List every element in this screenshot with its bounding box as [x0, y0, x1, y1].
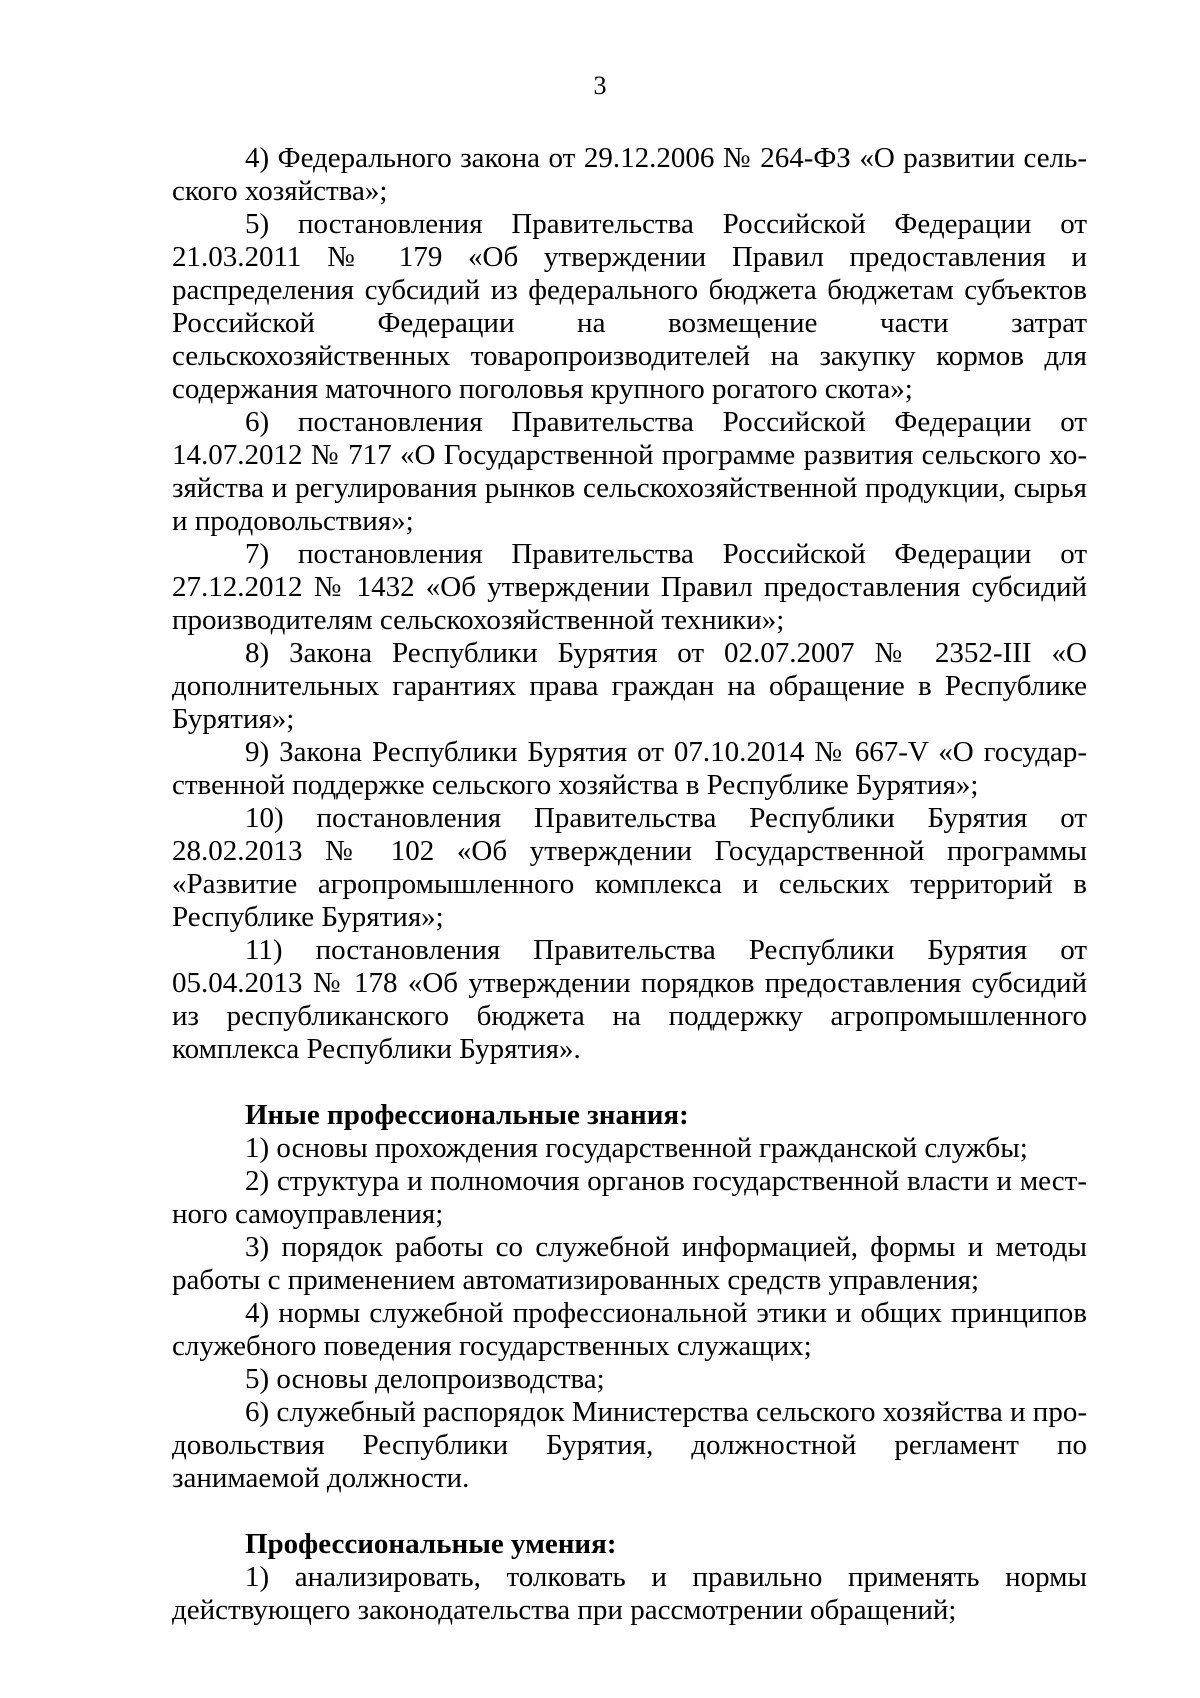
knowledge-item: 6) служебный распорядок Министерства сельского хозяйства и продовольствия Республики Бурятия, должностной регламент по занимаемой должности.: [172, 1396, 1087, 1494]
document-body: [172, 142, 1087, 1627]
legal-item: 10) постановления Правительства Республики Бурятия от 28.02.2013 № 102 «Об утверждении Государственной программы «Развитие агропромышленного комплекса и сельских территорий в Республике Бурятия»;: [172, 802, 1087, 933]
knowledge-item: 1) основы прохождения государственной гражданской службы;: [245, 1132, 1028, 1164]
knowledge-item: 2) структура и полномочия органов государственной власти и местного самоуправления;: [172, 1165, 1087, 1230]
legal-item: 6) постановления Правительства Российской Федерации от 14.07.2012 № 717 «О Государственной программе развития сельского хозяйства и регулирования рынков сельскохозяйственной продукции, сырья и продовольствия»;: [172, 406, 1087, 537]
section-gap: [172, 1495, 1087, 1528]
knowledge-item: 5) основы делопроизводства;: [245, 1363, 605, 1395]
legal-item: 11) постановления Правительства Республики Бурятия от 05.04.2013 № 178 «Об утверждении порядков предоставления субсидий из республиканского бюджета на поддержку агропромышленного комплекса Республики Бурятия».: [172, 934, 1087, 1065]
professional-skills-heading: Профессиональные умения:: [245, 1528, 617, 1560]
page-number: 3: [593, 71, 607, 100]
legal-item: 9) Закона Республики Бурятия от 07.10.2014 № 667-V «О государственной поддержке сельского хозяйства в Республике Бурятия»;: [172, 736, 1087, 801]
other-knowledge-heading: Иные профессиональные знания:: [245, 1099, 689, 1131]
knowledge-item: 4) нормы служебной профессиональной этики и общих принципов служебного поведения государственных служащих;: [172, 1297, 1087, 1362]
knowledge-item: 3) порядок работы со служебной информацией, формы и методы работы с применением автоматизированных средств управления;: [172, 1231, 1087, 1296]
section-gap: [172, 1066, 1087, 1099]
skill-item: 1) анализировать, толковать и правильно применять нормы действующего законодательства при рассмотрении обращений;: [172, 1561, 1087, 1626]
legal-item: 8) Закона Республики Бурятия от 02.07.2007 № 2352-III «О дополнительных гарантиях права граждан на обращение в Республике Бурятия»;: [172, 637, 1087, 735]
legal-item: 4) Федерального закона от 29.12.2006 № 264-ФЗ «О развитии сельского хозяйства»;: [172, 142, 1087, 207]
legal-item: 7) постановления Правительства Российской Федерации от 27.12.2012 № 1432 «Об утверждении Правил предоставления субсидий производителям сельскохозяйственной техники»;: [172, 538, 1087, 636]
legal-item: 5) постановления Правительства Российской Федерации от 21.03.2011 № 179 «Об утверждении Правил предоставления и распределения субсидий из федерального бюджета бюджетам субъектов Российской Федерации на возмещение части затрат сельскохозяйственных товаропроизводителей на закупку кормов для содержания маточного поголовья крупного рогатого скота»;: [172, 208, 1087, 405]
